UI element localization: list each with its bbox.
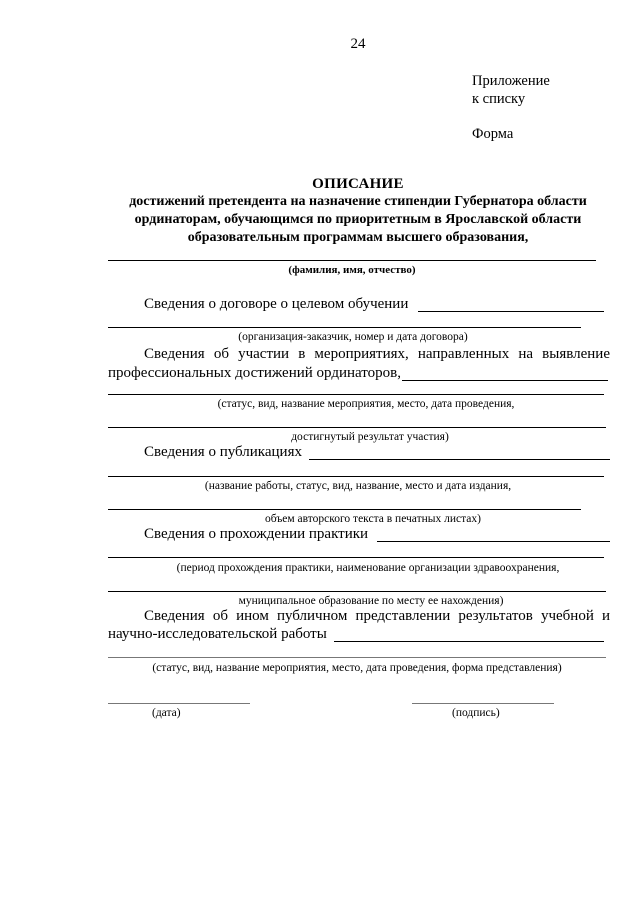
publications-field-line-3[interactable] <box>108 509 581 510</box>
public-word: об <box>212 608 228 624</box>
publications-field-line[interactable] <box>309 459 610 460</box>
signature-caption: (подпись) <box>452 707 500 719</box>
publications-caption-1: (название работы, статус, вид, название, место и дата издания, <box>204 480 512 492</box>
public-word: ином <box>236 608 269 624</box>
contract-caption: (организация-заказчик, номер и дата договора) <box>238 331 468 343</box>
practice-caption-2: муниципальное образование по месту ее нахождения) <box>238 595 504 607</box>
date-field-line[interactable] <box>108 703 250 704</box>
public-word: и <box>601 608 610 624</box>
events-field-line-2[interactable] <box>108 394 604 395</box>
appendix-line-2: к списку <box>472 91 526 107</box>
page-number: 24 <box>350 36 366 52</box>
public-line-2: научно-исследовательской работы <box>108 626 327 642</box>
public-field-line-2[interactable] <box>108 657 606 658</box>
events-line-2: профессиональных достижений ординаторов, <box>108 365 401 381</box>
contract-field-line[interactable] <box>418 311 604 312</box>
events-word: об <box>213 346 229 362</box>
heading-line-1: достижений претендента на назначение стипендии Губернатора области <box>129 194 587 209</box>
events-word: направленных <box>417 346 510 362</box>
public-field-line[interactable] <box>334 641 604 642</box>
publications-field-line-2[interactable] <box>108 476 604 477</box>
publications-label: Сведения о публикациях <box>144 444 302 460</box>
public-word: представлении <box>355 608 451 624</box>
contract-label: Сведения о договоре о целевом обучении <box>144 296 409 312</box>
events-word: участии <box>238 346 290 362</box>
events-caption-2: достигнутый результат участия) <box>291 431 449 443</box>
practice-field-line[interactable] <box>377 541 610 542</box>
public-caption: (статус, вид, название мероприятия, место, дата проведения, форма представления) <box>152 662 562 674</box>
public-paragraph-line-1 <box>108 608 610 625</box>
events-paragraph-line-1 <box>108 346 610 363</box>
public-word: публичном <box>276 608 348 624</box>
events-field-line-3[interactable] <box>108 427 606 428</box>
events-word: на <box>518 346 534 362</box>
events-field-line[interactable] <box>402 380 608 381</box>
practice-field-line-3[interactable] <box>108 591 606 592</box>
events-word: мероприятиях, <box>314 346 409 362</box>
document-title: ОПИСАНИЕ <box>312 176 404 192</box>
fio-field-line[interactable] <box>108 260 596 261</box>
heading-line-2: ординаторам, обучающимся по приоритетным в Ярославской области <box>134 212 582 227</box>
public-word: Сведения <box>144 608 205 624</box>
events-word: Сведения <box>144 346 205 362</box>
contract-field-line-2[interactable] <box>108 327 581 328</box>
practice-label: Сведения о прохождении практики <box>144 526 369 542</box>
appendix-line-1: Приложение <box>472 73 550 89</box>
date-caption: (дата) <box>152 707 181 719</box>
signature-field-line[interactable] <box>412 703 554 704</box>
events-word: выявление <box>542 346 610 362</box>
public-word: результатов <box>458 608 533 624</box>
practice-caption-1: (период прохождения практики, наименование организации здравоохранения, <box>176 562 560 574</box>
public-word: учебной <box>540 608 594 624</box>
fio-caption: (фамилия, имя, отчество) <box>288 264 416 276</box>
practice-field-line-2[interactable] <box>108 557 604 558</box>
events-caption-1: (статус, вид, название мероприятия, место, дата проведения, <box>217 398 515 410</box>
heading-line-3: образовательным программам высшего образования, <box>187 230 529 245</box>
appendix-form-label: Форма <box>472 126 514 142</box>
events-word: в <box>298 346 306 362</box>
publications-caption-2: объем авторского текста в печатных листах) <box>265 513 481 525</box>
